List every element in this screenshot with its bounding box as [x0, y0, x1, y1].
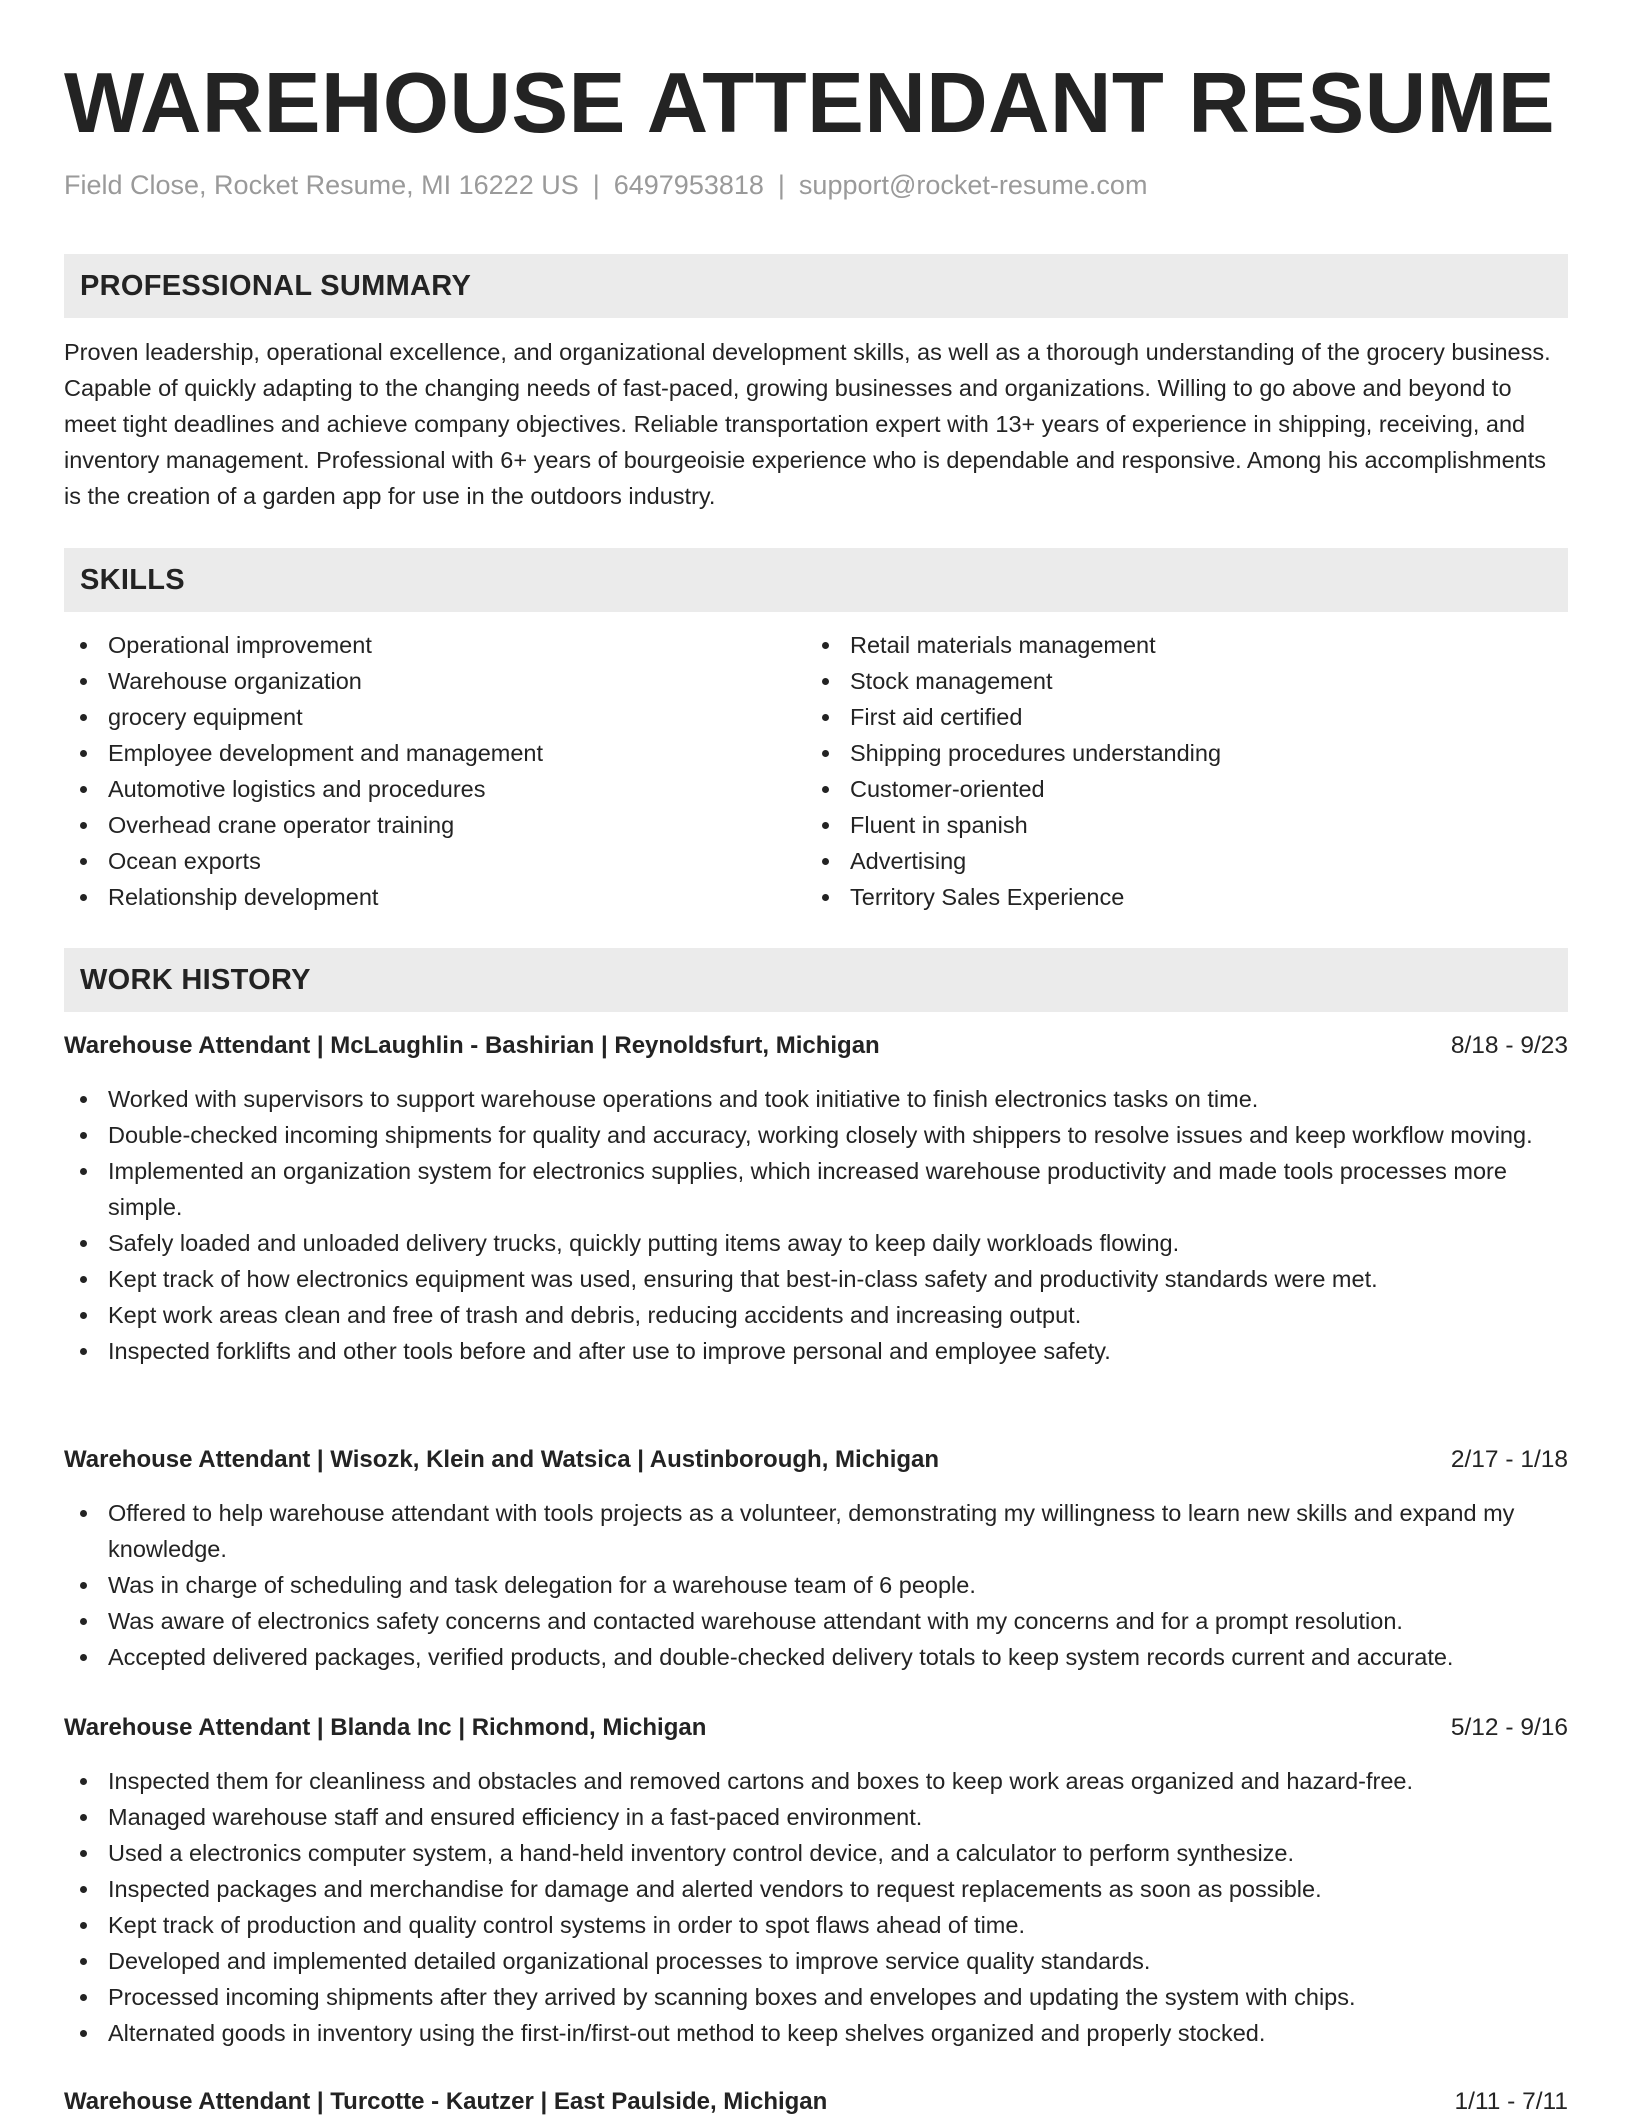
job-bullets: [64, 1763, 1568, 2051]
skills-column-left: [64, 627, 806, 915]
job-bullet: Double-checked incoming shipments for quality and accuracy, working closely with shippers to resolve issues and keep workflow moving.: [64, 1117, 1568, 1153]
skill-item: Advertising: [806, 843, 1548, 879]
job-bullet: Inspected packages and merchandise for damage and alerted vendors to request replacements as soon as possible.: [64, 1871, 1568, 1907]
resume-title: WAREHOUSE ATTENDANT RESUME: [64, 56, 1556, 151]
skill-item: Territory Sales Experience: [806, 879, 1548, 915]
skill-item: Fluent in spanish: [806, 807, 1548, 843]
job-entry: [64, 1710, 1568, 2051]
job-bullet: Kept track of how electronics equipment was used, ensuring that best-in-class safety and productivity standards were met.: [64, 1261, 1568, 1297]
contact-separator: |: [777, 170, 785, 200]
job-bullet: Safely loaded and unloaded delivery trucks, quickly putting items away to keep daily workloads flowing.: [64, 1225, 1568, 1261]
contact-email: support@rocket-resume.com: [798, 170, 1148, 200]
summary-heading: PROFESSIONAL SUMMARY: [80, 269, 472, 302]
job-header: [64, 1710, 1568, 1746]
job-dates: 8/18 - 9/23: [1450, 1032, 1568, 1059]
work-history-heading: WORK HISTORY: [80, 963, 311, 996]
job-title: Warehouse Attendant | McLaughlin - Bashirian | Reynoldsfurt, Michigan: [64, 1032, 880, 1059]
job-entry: [64, 1028, 1568, 1369]
skill-item: Warehouse organization: [64, 663, 806, 699]
contact-address: Field Close, Rocket Resume, MI 16222 US: [64, 170, 579, 200]
skill-item: Automotive logistics and procedures: [64, 771, 806, 807]
skill-item: Retail materials management: [806, 627, 1548, 663]
job-entry: [64, 2084, 1568, 2120]
job-bullet: Alternated goods in inventory using the first-in/first-out method to keep shelves organized and properly stocked.: [64, 2015, 1568, 2051]
skills-heading: SKILLS: [80, 563, 185, 596]
job-bullet: Accepted delivered packages, verified products, and double-checked delivery totals to keep system records current and accurate.: [64, 1639, 1568, 1675]
skill-item: Operational improvement: [64, 627, 806, 663]
summary-section-header: [64, 254, 1568, 318]
job-title: Warehouse Attendant | Turcotte - Kautzer | East Paulside, Michigan: [64, 2088, 828, 2115]
job-header: [64, 1442, 1568, 1478]
job-bullet: Worked with supervisors to support warehouse operations and took initiative to finish electronics tasks on time.: [64, 1081, 1568, 1117]
job-bullet: Kept work areas clean and free of trash and debris, reducing accidents and increasing output.: [64, 1297, 1568, 1333]
job-bullet: Managed warehouse staff and ensured efficiency in a fast-paced environment.: [64, 1799, 1568, 1835]
job-entry: [64, 1442, 1568, 1675]
skill-item: Overhead crane operator training: [64, 807, 806, 843]
job-dates: 1/11 - 7/11: [1454, 2088, 1568, 2115]
skill-item: Employee development and management: [64, 735, 806, 771]
job-bullet: Used a electronics computer system, a hand-held inventory control device, and a calculator to perform synthesize.: [64, 1835, 1568, 1871]
skill-item: Relationship development: [64, 879, 806, 915]
contact-phone: 6497953818: [613, 170, 764, 200]
skill-item: Customer-oriented: [806, 771, 1548, 807]
job-title: Warehouse Attendant | Wisozk, Klein and Watsica | Austinborough, Michigan: [64, 1446, 940, 1473]
job-title: Warehouse Attendant | Blanda Inc | Richmond, Michigan: [64, 1714, 707, 1741]
skills-column-right: [806, 627, 1548, 915]
job-dates: 5/12 - 9/16: [1450, 1714, 1568, 1741]
job-header: [64, 2084, 1568, 2120]
job-bullet: Implemented an organization system for electronics supplies, which increased warehouse productivity and made tools processes more simple.: [64, 1153, 1568, 1225]
job-bullet: Developed and implemented detailed organizational processes to improve service quality standards.: [64, 1943, 1568, 1979]
job-bullet: Inspected forklifts and other tools before and after use to improve personal and employee safety.: [64, 1333, 1568, 1369]
job-dates: 2/17 - 1/18: [1450, 1446, 1568, 1473]
skill-item: Ocean exports: [64, 843, 806, 879]
job-bullets: [64, 1081, 1568, 1369]
job-bullet: Was aware of electronics safety concerns and contacted warehouse attendant with my concerns and for a prompt resolution.: [64, 1603, 1568, 1639]
skills-section-header: [64, 548, 1568, 612]
work-history-section-header: [64, 948, 1568, 1012]
skill-item: Stock management: [806, 663, 1548, 699]
job-bullet: Kept track of production and quality control systems in order to spot flaws ahead of time.: [64, 1907, 1568, 1943]
job-bullet: Offered to help warehouse attendant with tools projects as a volunteer, demonstrating my willingness to learn new skills and expand my knowledge.: [64, 1495, 1568, 1567]
contact-separator: |: [592, 170, 600, 200]
job-header: [64, 1028, 1568, 1064]
skill-item: Shipping procedures understanding: [806, 735, 1548, 771]
skills-grid: [64, 627, 1568, 915]
summary-text: Proven leadership, operational excellence, and organizational development skills, as well as a thorough understanding of the grocery business. Capable of quickly adapting to the changing needs of fast-paced, growing businesses and organizations. Willing to go above and beyond to meet tight deadlines and achieve company objectives. Reliable transportation expert with 13+ years of experience in shipping, receiving, and inventory management. Professional with 6+ years of bourgeoisie experience who is dependable and responsive. Among his accomplishments is the creation of a garden app for use in the outdoors industry.: [64, 339, 1551, 509]
job-bullet: Was in charge of scheduling and task delegation for a warehouse team of 6 people.: [64, 1567, 1568, 1603]
skill-item: grocery equipment: [64, 699, 806, 735]
job-bullets: [64, 1495, 1568, 1675]
job-bullet: Inspected them for cleanliness and obstacles and removed cartons and boxes to keep work areas organized and hazard-free.: [64, 1763, 1568, 1799]
contact-line: [64, 168, 1568, 202]
resume-page: [64, 0, 1568, 2115]
job-bullet: Processed incoming shipments after they arrived by scanning boxes and envelopes and updating the system with chips.: [64, 1979, 1568, 2015]
skill-item: First aid certified: [806, 699, 1548, 735]
